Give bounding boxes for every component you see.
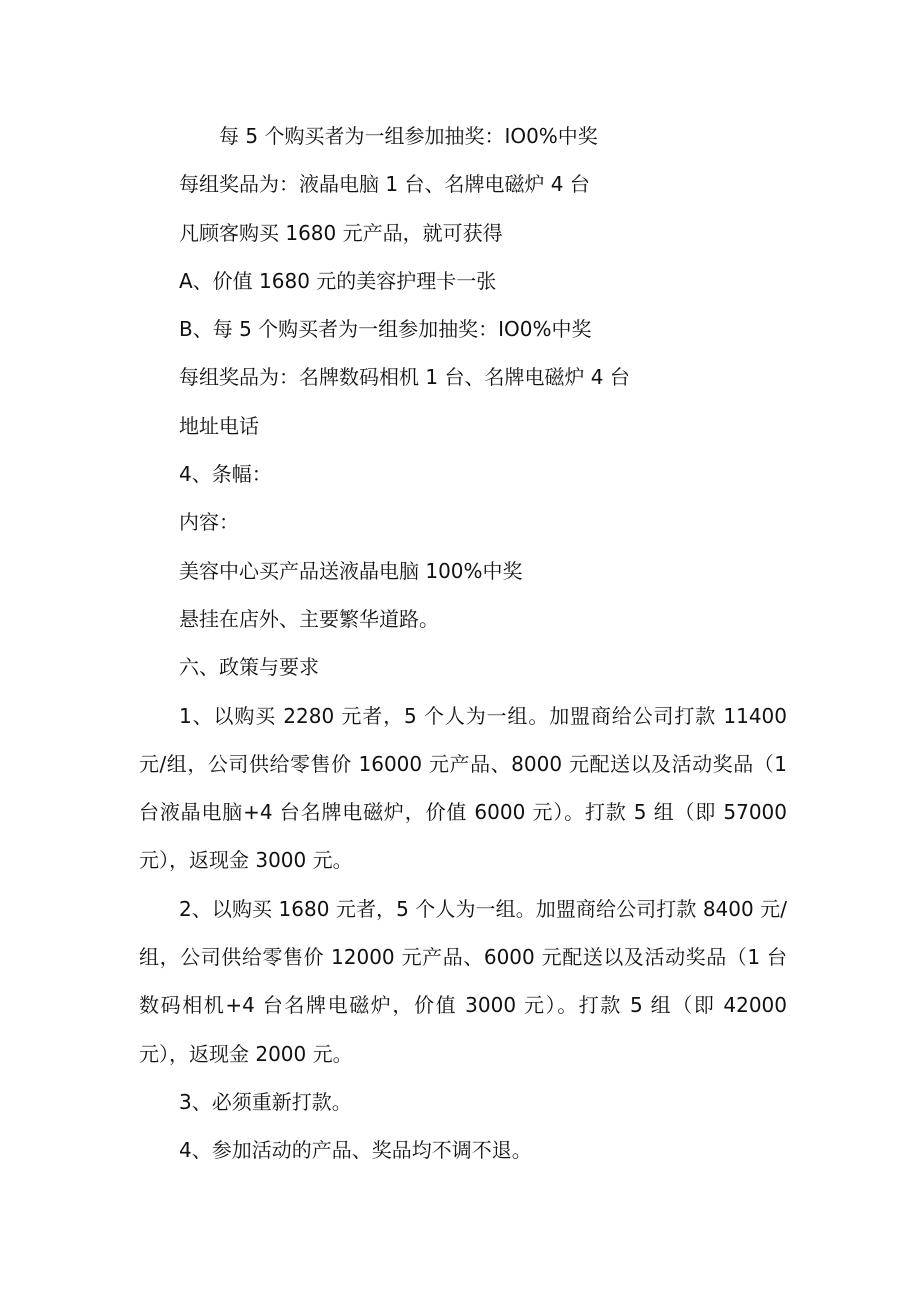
text-line-purchase-1680: 凡顾客购买 1680 元产品，就可获得 xyxy=(179,220,503,245)
text-line-option-b: B、每 5 个购买者为一组参加抽奖：IO0%中奖 xyxy=(179,317,592,342)
document-body xyxy=(139,112,787,1175)
text-line-lottery-1: 每 5 个购买者为一组参加抽奖：IO0%中奖 xyxy=(219,124,598,148)
text-line-banner-heading: 4、条幅： xyxy=(179,462,272,487)
text-line-address: 地址电话 xyxy=(179,413,259,438)
text-line-hanging: 悬挂在店外、主要繁华道路。 xyxy=(179,606,439,631)
policy-paragraph-2: 2、以购买 1680 元者，5 个人为一组。加盟商给公司打款 8400 元/组，公司供给零售价 12000 元产品、6000 元配送以及活动奖品（1 台数码相机+4 台名牌电磁炉，价值 3000 元）。打款 5 组（即 42000 元），返现金 2000 元。 xyxy=(139,896,787,1066)
policy-paragraph-1: 1、以购买 2280 元者，5 个人为一组。加盟商给公司打款 11400 元/组，公司供给零售价 16000 元产品、8000 元配送以及活动奖品（1 台液晶电脑+4 台名牌电磁炉，价值 6000 元）。打款 5 组（即 57000 元），返现金 3000 元。 xyxy=(139,703,787,873)
text-line-option-a: A、价值 1680 元的美容护理卡一张 xyxy=(179,268,497,293)
text-line-banner-content: 美容中心买产品送液晶电脑 100%中奖 xyxy=(179,558,523,583)
section-heading-policy: 六、政策与要求 xyxy=(179,655,319,680)
policy-item-4: 4、参加活动的产品、奖品均不调不退。 xyxy=(179,1138,532,1163)
text-line-prize-2: 每组奖品为：名牌数码相机 1 台、名牌电磁炉 4 台 xyxy=(179,365,630,390)
text-line-content-label: 内容： xyxy=(179,510,239,535)
policy-item-3: 3、必须重新打款。 xyxy=(179,1089,352,1114)
text-line-prize-1: 每组奖品为：液晶电脑 1 台、名牌电磁炉 4 台 xyxy=(179,172,590,197)
